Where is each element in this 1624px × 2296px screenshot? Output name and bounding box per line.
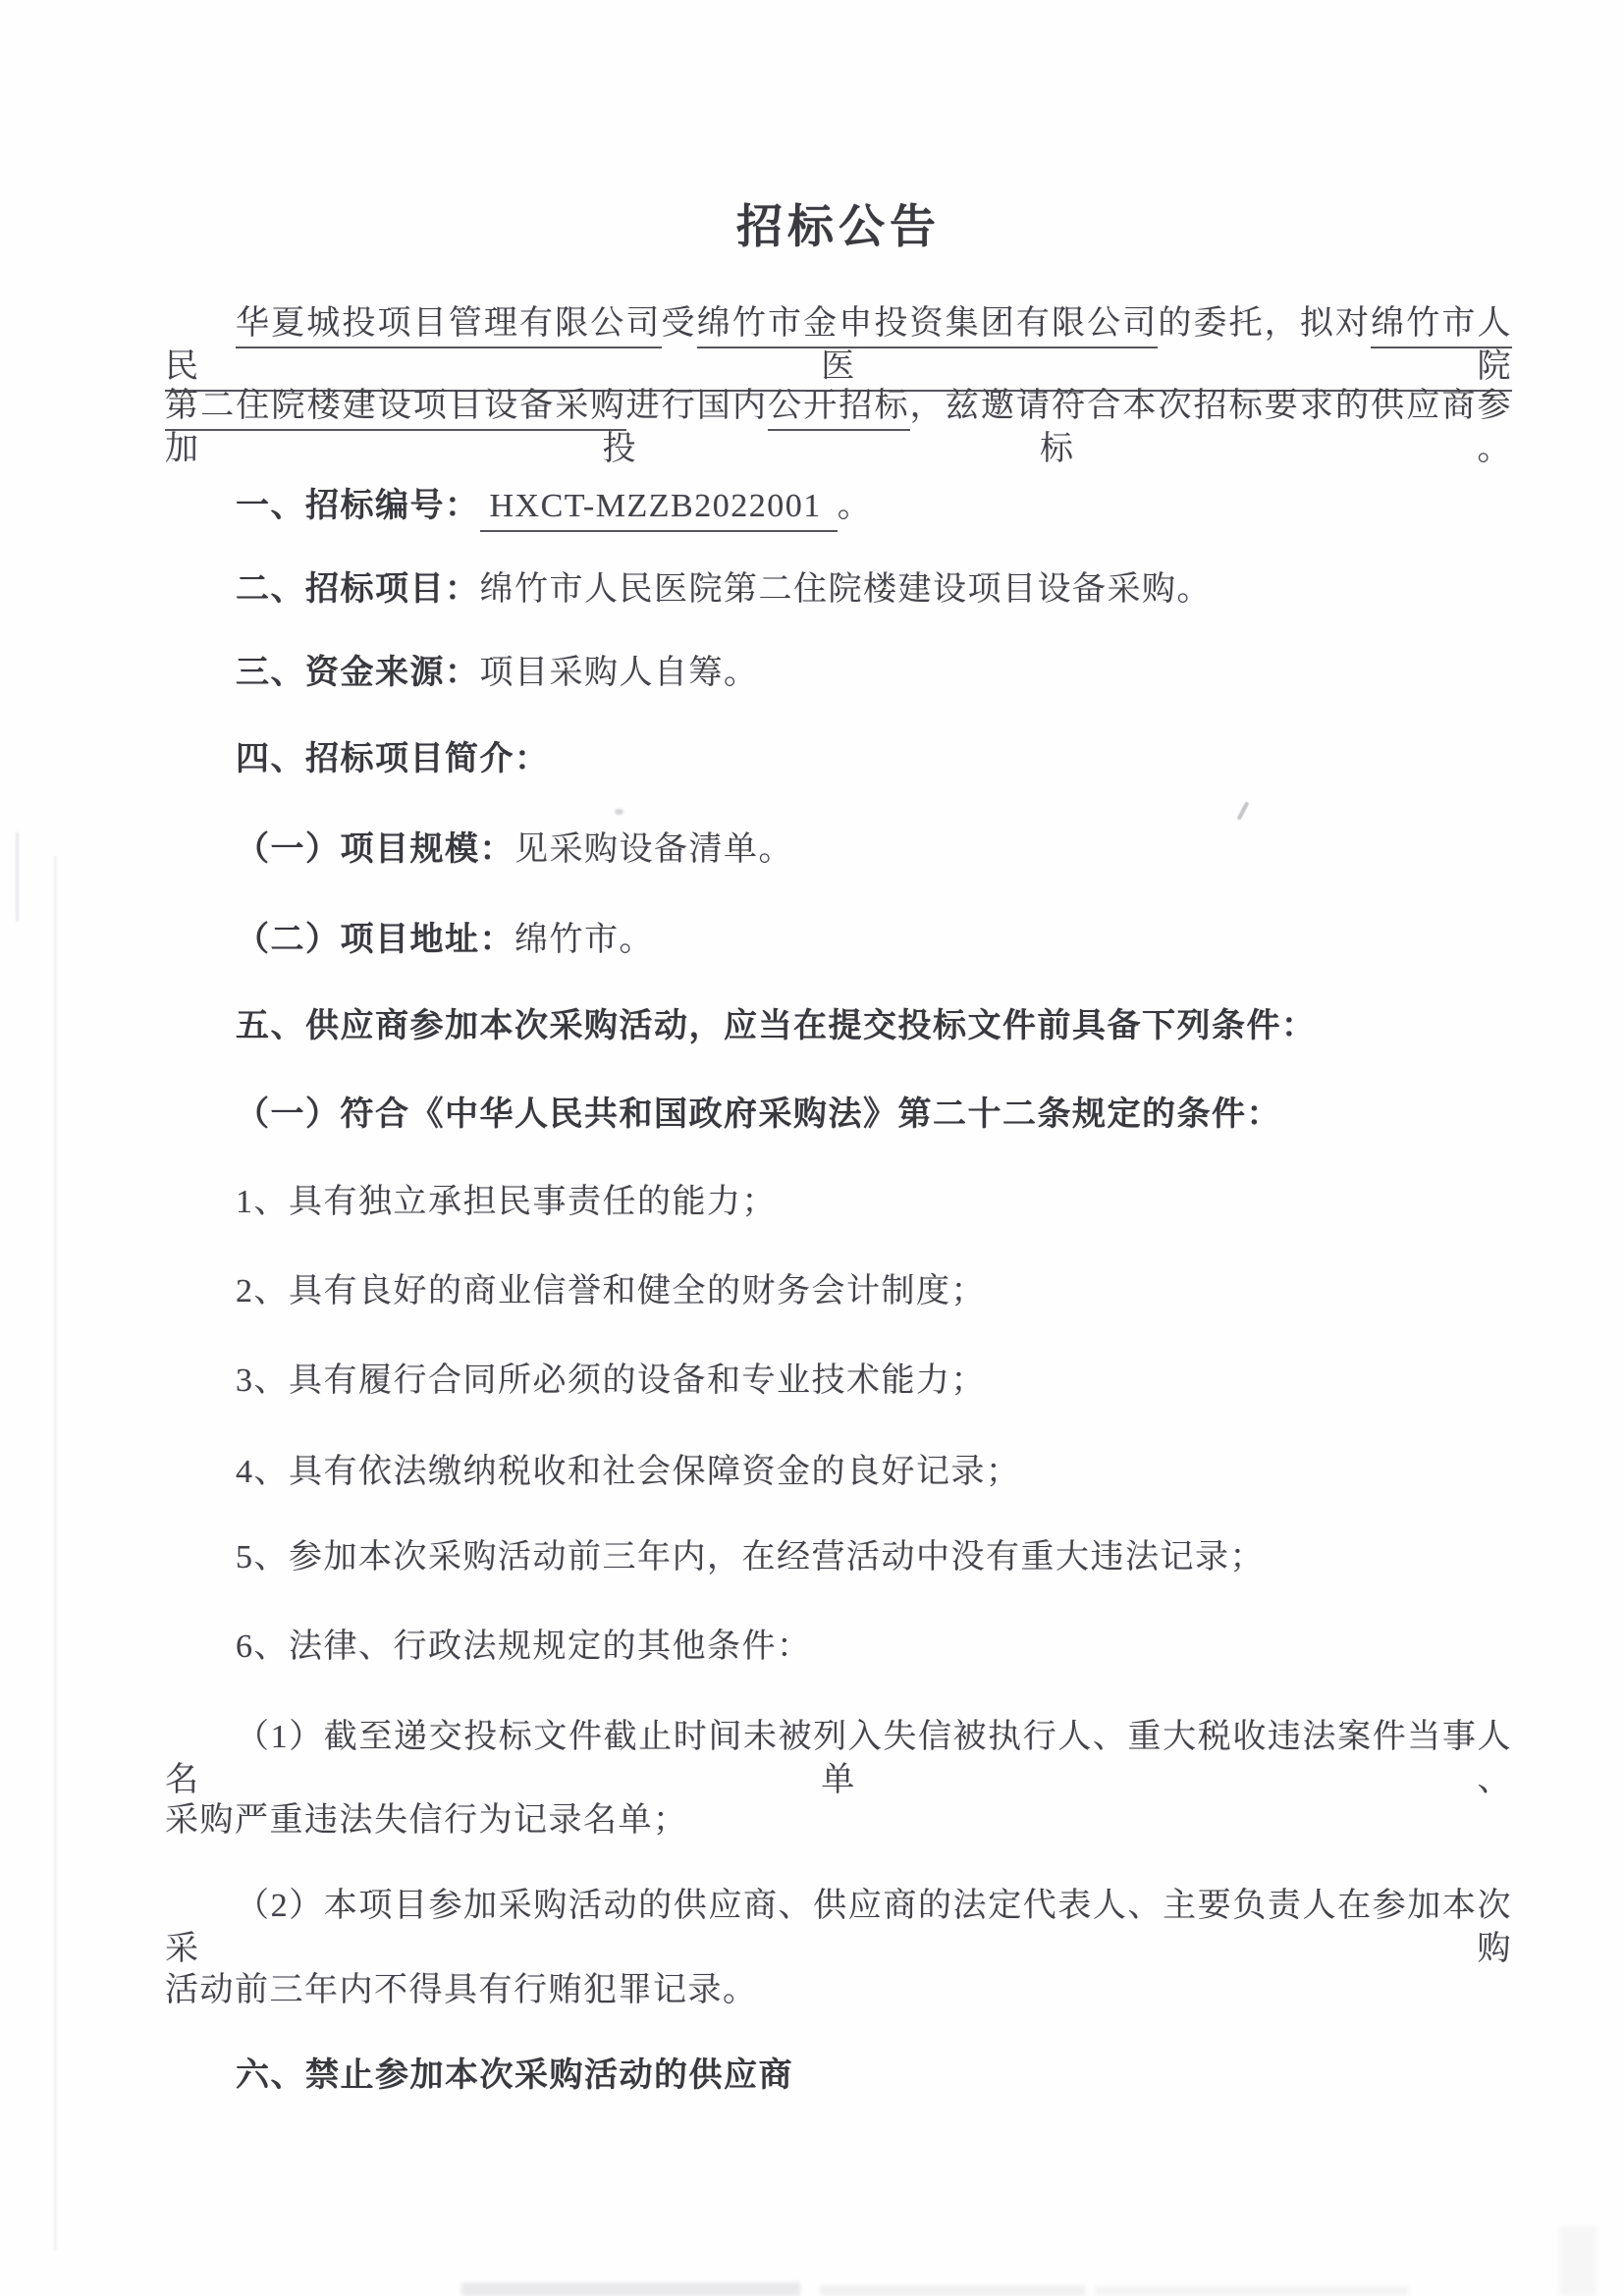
subcondition-2-line-1: （2）本项目参加采购活动的供应商、供应商的法定代表人、主要负责人在参加本次采购 [165, 1888, 1512, 1968]
condition-5: 5、参加本次采购活动前三年内，在经营活动中没有重大违法记录； [236, 1539, 1265, 1575]
scan-artifact-bottom-smudge [461, 2282, 800, 2296]
document-title: 招标公告 [736, 202, 941, 253]
underlined-project-name-part2: 第二住院楼建设项目设备采购 [165, 388, 626, 431]
scan-artifact-left-line-long [54, 856, 57, 2250]
scan-artifact-bottom-smudge [1095, 2286, 1409, 2296]
item-text: 项目采购人自筹。 [479, 655, 759, 691]
item-label: （一）项目规模： [236, 831, 514, 868]
item-label: 三、资金来源： [236, 655, 480, 691]
item-label: 五、供应商参加本次采购活动，应当在提交投标文件前具备下列条件： [236, 1008, 1317, 1044]
item-label: （一）符合《中华人民共和国政府采购法》第二十二条规定的条件： [236, 1096, 1281, 1133]
scan-artifact-left-line-short [16, 832, 19, 921]
condition-3: 3、具有履行合同所必须的设备和专业技术能力； [236, 1362, 986, 1399]
underlined-purchaser-name: 绵竹市金申投资集团有限公司 [697, 305, 1159, 348]
intro-text: 进行国内 [625, 388, 769, 424]
subcondition-1-line-2: 采购严重违法失信行为记录名单； [165, 1802, 688, 1839]
item-prohibited-suppliers-heading [165, 2055, 1512, 2098]
intro-paragraph-line-1 [165, 302, 1512, 389]
underlined-open-tender: 公开招标 [768, 388, 910, 431]
item-law-article-heading [165, 1094, 1512, 1137]
item-supplier-conditions-heading [165, 1005, 1512, 1048]
scan-artifact-bottom-smudge [820, 2285, 1085, 2296]
underlined-project-name-part1: 绵竹市人民医院 [165, 305, 1512, 392]
tender-number-value: HXCT-MZZB2022001 [480, 488, 838, 532]
underlined-agency-name: 华夏城投项目管理有限公司 [236, 305, 662, 348]
item-text: 见采购设备清单。 [514, 831, 793, 868]
item-text: 绵竹市人民医院第二住院楼建设项目设备采购。 [479, 571, 1212, 608]
subcondition-1-line-1: （1）截至递交投标文件截止时间未被列入失信被执行人、重大税收违法案件当事人名单、 [165, 1719, 1512, 1799]
condition-6: 6、法律、行政法规规定的其他条件： [236, 1629, 812, 1665]
item-tender-number [165, 485, 1512, 528]
item-label: 一、招标编号： [236, 488, 480, 524]
item-tender-project [165, 568, 1512, 612]
intro-text: ，兹邀请符合本次招标要求的供应商参加投标。 [165, 388, 1513, 468]
condition-4: 4、具有依法缴纳税收和社会保障资金的良好记录； [236, 1454, 1021, 1490]
item-label: 二、招标项目： [236, 571, 480, 608]
item-project-location [165, 919, 1512, 962]
intro-text: 受 [661, 305, 697, 342]
scan-artifact-stroke [1237, 801, 1250, 821]
item-project-scale [165, 828, 1512, 872]
scan-artifact-speck [615, 809, 623, 815]
item-tail: 。 [837, 488, 873, 524]
item-text: 绵竹市。 [514, 922, 654, 958]
item-funding-source [165, 652, 1512, 695]
item-label: 六、禁止参加本次采购活动的供应商 [236, 2057, 793, 2094]
item-project-overview-heading [165, 738, 1512, 781]
intro-paragraph-line-2 [165, 385, 1512, 471]
intro-text: 的委托，拟对 [1158, 305, 1372, 342]
condition-2: 2、具有良好的商业信誉和健全的财务会计制度； [236, 1273, 986, 1309]
item-label: 四、招标项目简介： [236, 741, 550, 777]
scan-artifact-bottom-smudge [1559, 2226, 1597, 2296]
item-label: （二）项目地址： [236, 922, 514, 958]
subcondition-2-line-2: 活动前三年内不得具有行贿犯罪记录。 [165, 1972, 758, 2008]
condition-1: 1、具有独立承担民事责任的能力； [236, 1184, 777, 1220]
